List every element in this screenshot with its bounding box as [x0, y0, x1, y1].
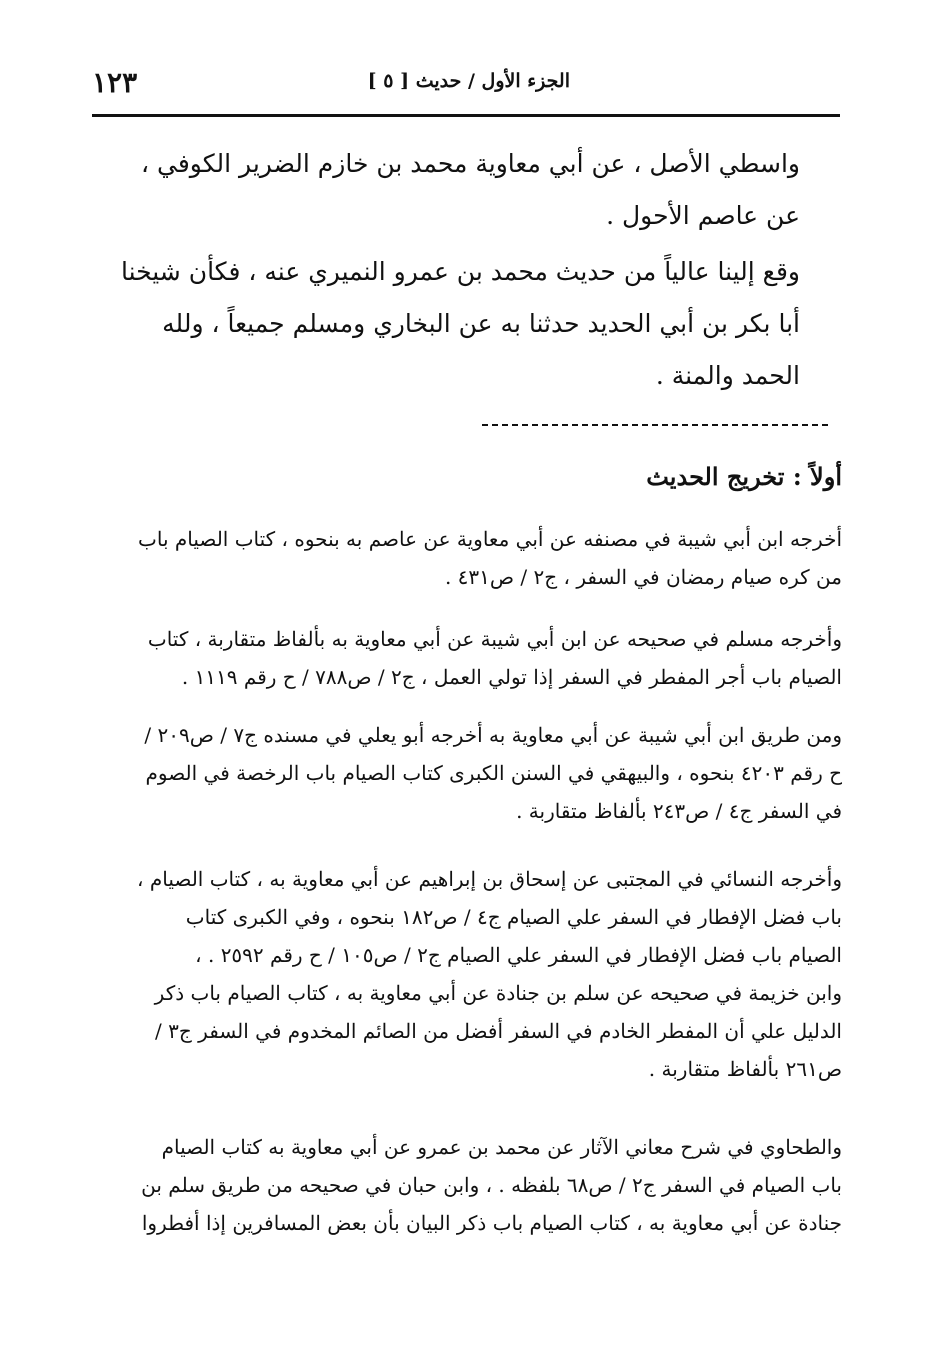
- text-line: وابن خزيمة في صحيحه عن سلم بن جنادة عن أبي معاوية به ، كتاب الصيام باب ذكر: [154, 981, 842, 1005]
- takhrij-paragraph-2: [100, 620, 842, 696]
- takhrij-paragraph-3: [100, 716, 842, 830]
- text-line: باب فضل الإفطار في السفر علي الصيام ج٤ / ص١٨٢ بنحوه ، وفي الكبرى كتاب: [185, 905, 842, 929]
- dashed-separator: [482, 424, 828, 426]
- header-rule: [92, 114, 840, 117]
- text-line: وأخرجه النسائي في المجتبى عن إسحاق بن إبراهيم عن أبي معاوية به ، كتاب الصيام ،: [137, 867, 842, 891]
- text-line: وقع إلينا عالياً من حديث محمد بن عمرو النميري عنه ، فكأن شيخنا: [120, 257, 800, 286]
- page-number: ١٢٣: [92, 66, 138, 99]
- text-line: أبا بكر بن أبي الحديد حدثنا به عن البخاري ومسلم جميعاً ، ولله: [162, 309, 800, 338]
- text-line: الدليل علي أن المفطر الخادم في السفر أفضل من الصائم المخدوم في السفر ج٣ /: [155, 1019, 842, 1043]
- text-line: ومن طريق ابن أبي شيبة عن أبي معاوية به أخرجه أبو يعلي في مسنده ج٧ / ص٢٠٩ /: [144, 723, 842, 747]
- text-line: الحمد والمنة .: [655, 361, 800, 390]
- text-line: وأخرجه مسلم في صحيحه عن ابن أبي شيبة عن أبي معاوية به بألفاظ متقاربة ، كتاب: [147, 627, 842, 651]
- text-line: ص٢٦١ بألفاظ متقاربة .: [648, 1057, 842, 1081]
- page-header: [92, 66, 840, 106]
- main-paragraph-1: [100, 138, 800, 242]
- text-line: في السفر ج٤ / ص٢٤٣ بألفاظ متقاربة .: [516, 799, 842, 823]
- section-heading: أولاً : تخريج الحديث: [646, 462, 842, 491]
- text-line: عن عاصم الأحول .: [606, 201, 800, 230]
- text-line: الصيام باب فضل الإفطار في السفر علي الصيام ج٢ / ص١٠٥ / ح رقم ٢٥٩٢ . ،: [195, 943, 842, 967]
- text-line: واسطي الأصل ، عن أبي معاوية محمد بن خازم الضرير الكوفي ،: [141, 149, 800, 178]
- text-line: الصيام باب أجر المفطر في السفر إذا تولي العمل ، ج٢ / ص٧٨٨ / ح رقم ١١١٩ .: [181, 665, 842, 689]
- main-paragraph-2: [100, 246, 800, 402]
- text-line: والطحاوي في شرح معاني الآثار عن محمد بن عمرو عن أبي معاوية به كتاب الصيام: [161, 1135, 842, 1159]
- text-line: من كره صيام رمضان في السفر ، ج٢ / ص٤٣١ .: [444, 565, 842, 589]
- text-line: باب الصيام في السفر ج٢ / ص٦٨ بلفظه . ، وابن حبان في صحيحه من طريق سلم بن: [141, 1173, 842, 1197]
- text-line: جنادة عن أبي معاوية به ، كتاب الصيام باب ذكر البيان بأن بعض المسافرين إذا أفطروا: [141, 1211, 842, 1235]
- text-line: أخرجه ابن أبي شيبة في مصنفه عن أبي معاوية عن عاصم به بنحوه ، كتاب الصيام باب: [138, 527, 842, 551]
- running-head: الجزء الأول / حديث [ ٥ ]: [367, 70, 570, 92]
- takhrij-paragraph-4: [100, 860, 842, 1088]
- takhrij-paragraph-5: [100, 1128, 842, 1242]
- text-line: ح رقم ٤٢٠٣ بنحوه ، والبيهقي في السنن الكبرى كتاب الصيام باب الرخصة في الصوم: [145, 761, 842, 785]
- takhrij-paragraph-1: [100, 520, 842, 596]
